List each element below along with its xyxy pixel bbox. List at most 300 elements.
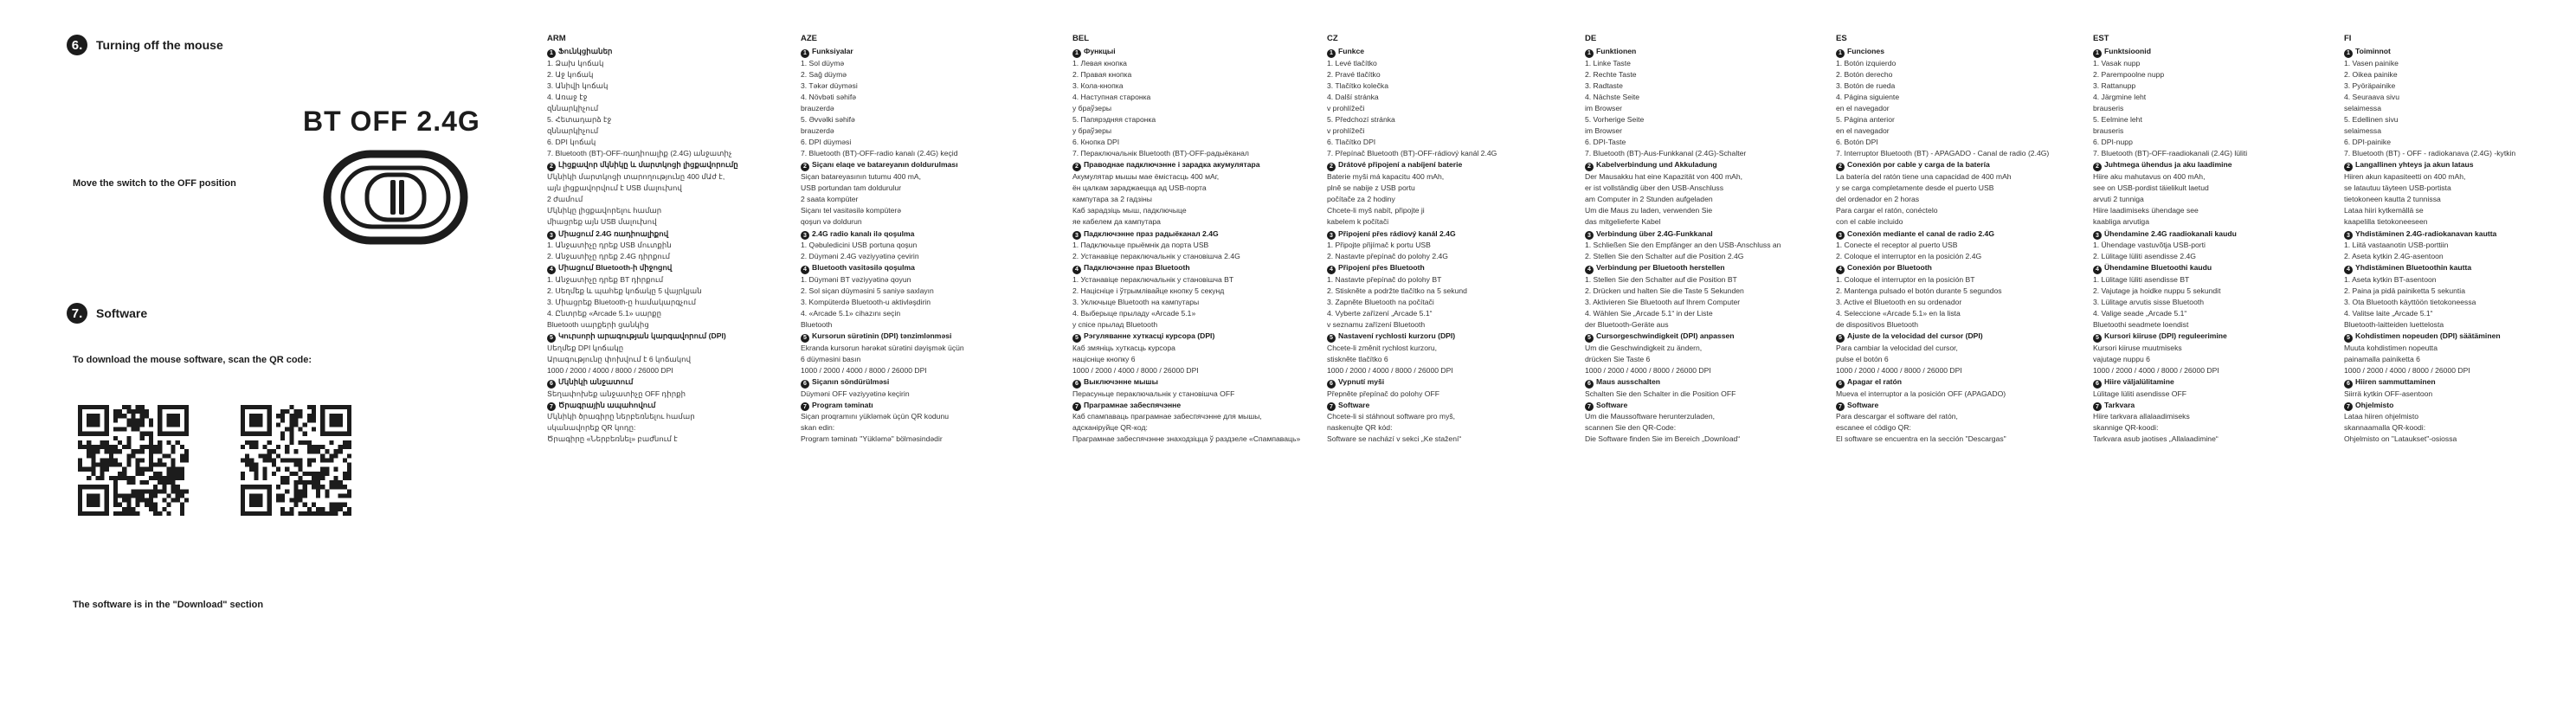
section-heading [547,262,782,274]
section-heading [1836,228,2071,241]
section-heading [2344,46,2576,58]
instruction-line: Přepněte přepínač do polohy OFF [1327,389,1439,398]
step-number-badge: 7 [547,402,556,411]
instruction-line: 5. Հետադարձ էջ [547,115,612,125]
instruction-line: Ekranda kursorun hərəkət sürətini dəyişmək üçün [801,343,964,352]
language-code: ES [1836,34,1847,43]
section-heading [2344,331,2576,343]
instruction-line: 2. Aseta kytkin 2.4G-asentoon [2344,252,2444,261]
heading-text: Միացում Bluetooth-ի միջոցով [558,263,673,273]
heading-text: Функцыі [1084,47,1116,56]
instruction-line: Um die Geschwindigkeit zu ändern, [1585,343,1703,352]
heading-text: Kursori kiiruse (DPI) reguleerimine [2104,331,2227,341]
section-heading [547,376,782,389]
instruction-line: 6. DPI կոճակ [547,138,596,147]
step-number-badge: 3 [1585,231,1594,240]
instruction-line: 2. Oikea painike [2344,69,2398,79]
instruction-line: Ohjelmisto on "Lataukset"-osiossa [2344,434,2457,444]
step-number-badge: 7 [2093,402,2102,411]
instruction-line: 3. Kompüterdə Bluetooth-u aktivləşdirin [801,297,931,306]
section-heading [1836,262,2071,274]
instruction-line: 2 saata kompüter [801,195,859,204]
section-heading [1072,331,1308,343]
language-code: CZ [1327,34,1338,43]
section-heading [1072,262,1308,274]
section-heading [1585,331,1820,343]
instruction-line: 6 düyməsini basın [801,354,861,363]
instruction-line: 1. Lülitage lüliti asendisse BT [2093,274,2190,284]
section-heading [547,46,782,58]
instruction-line: 1. Sol düymə [801,58,845,67]
heading-text: Verbindung über 2.4G-Funkkanal [1596,228,1713,238]
heading-text: Vypnutí myši [1338,377,1385,387]
instruction-line: Սեղմեք DPI կոճակը [547,343,624,352]
step-number-badge: 1 [801,49,809,58]
step-number-badge: 1 [1836,49,1845,58]
section-6-header [67,35,223,55]
instruction-line: im Browser [1585,126,1622,136]
section-heading [1072,46,1308,58]
instruction-line: 4. Valige seade „Arcade 5.1“ [2093,309,2187,318]
heading-text: Siçanı elaqe ve batareyanın doldurulması [812,160,958,170]
section-heading [2344,159,2576,171]
instruction-line: Baterie myši má kapacitu 400 mAh, [1327,172,1445,182]
instruction-line: զննարկիչում [547,126,599,136]
qr-code-left[interactable] [78,405,189,516]
instruction-line: 1. Conecte el receptor al puerto USB [1836,241,1958,250]
instruction-line: see on USB-pordist täielikult laetud [2093,183,2209,193]
heading-text: Hiiren sammuttaminen [2355,377,2436,387]
instruction-line: en el navegador [1836,104,1890,113]
step-number-badge: 4 [547,266,556,274]
instruction-line: 2. Paina ja pidä painiketta 5 sekuntia [2344,286,2465,295]
instruction-line: 1. Падключыце прыёмнік да порта USB [1072,241,1209,250]
language-column-es [1836,33,2071,446]
instruction-line: 2. Աջ կոճակ [547,69,594,79]
heading-text: Drátové připojení a nabíjení baterie [1338,160,1463,170]
instruction-line: 2. Coloque el interruptor en la posición 2.4G [1836,252,1982,261]
instruction-line: 4. Առաջ էջ [547,92,588,101]
instruction-line: kabelem k počítači [1327,217,1389,227]
section-heading [547,400,782,412]
instruction-line: 1. Düyməni BT vəziyyətinə qoyun [801,274,911,284]
section-number: 7. [67,303,87,324]
heading-text: Ühendamine Bluetoothi kaudu [2104,263,2212,273]
section-7-header [67,303,147,324]
section-heading [801,331,1036,343]
instruction-line: 6. Botón DPI [1836,138,1878,147]
step-number-badge: 6 [1585,380,1594,389]
step-number-badge: 5 [547,334,556,343]
instruction-line: 5. Página anterior [1836,115,1895,125]
instruction-line: 5. Vorherige Seite [1585,115,1645,125]
instruction-line: 1000 / 2000 / 4000 / 8000 / 26000 DPI [1836,365,1962,375]
heading-text: Kabelverbindung und Akkuladung [1596,160,1717,170]
instruction-line: 4. Järgmine leht [2093,92,2147,101]
step-number-badge: 5 [1327,334,1336,343]
instruction-line: 1000 / 2000 / 4000 / 8000 / 26000 DPI [1327,365,1453,375]
language-code: DE [1585,34,1597,43]
instruction-line: 2. Pravé tlačítko [1327,69,1381,79]
instruction-line: 1. Qəbuledicini USB portuna qoşun [801,241,918,250]
section-heading [547,228,782,241]
instruction-line: 3. Кола-кнопка [1072,80,1124,90]
instruction-line: Каб змяніць хуткасць курсора [1072,343,1175,352]
instruction-line: brauseris [2093,104,2124,113]
instruction-line: Перасуньце пераключальнік у становішча OFF [1072,389,1235,398]
heading-text: Ühendamine 2.4G raadiokanali kaudu [2104,228,2237,238]
step-number-badge: 1 [1327,49,1336,58]
step-number-badge: 1 [1072,49,1081,58]
instruction-line: con el cable incluido [1836,217,1903,227]
section-heading [2093,331,2328,343]
heading-text: Juhtmega ühendus ja aku laadimine [2104,160,2232,170]
instruction-line: Siçan batareyasının tutumu 400 mA, [801,172,922,182]
power-switch-illustration [322,149,469,246]
section-heading [1072,159,1308,171]
heading-text: Program təminatı [812,400,873,409]
heading-text: Падключэнне праз Bluetooth [1084,263,1190,273]
instruction-line: Software se nachází v sekci „Ke stažení“ [1327,434,1462,444]
instruction-line: адсканіруйце QR-код: [1072,423,1148,433]
section-heading [1327,46,1562,58]
step-number-badge: 5 [1072,334,1081,343]
section-heading [801,262,1036,274]
heading-text: Conexión por Bluetooth [1847,263,1932,273]
section-heading [2093,159,2328,171]
instruction-line: der Bluetooth-Geräte aus [1585,320,1669,330]
instruction-line: Արագությունը փոխվում է 6 կոճակով [547,354,692,363]
heading-text: Siçanın söndürülməsi [812,377,890,387]
step-number-badge: 5 [1836,334,1845,343]
instruction-line: 1. Vasen painike [2344,58,2399,67]
section-heading [1327,159,1562,171]
instruction-line: kaapelilla tietokoneeseen [2344,217,2428,227]
instruction-line: v seznamu zařízení Bluetooth [1327,320,1426,330]
instruction-line: Акумулятар мышы мае ёмістасць 400 мАг, [1072,172,1220,182]
instruction-line: 1. Aseta kytkin BT-asentoon [2344,274,2437,284]
section-number: 6. [67,35,87,55]
instruction-line: Hiire aku mahutavus on 400 mAh, [2093,172,2206,182]
section-heading [1072,376,1308,389]
section-heading [801,400,1036,412]
instruction-line: v prohlížeči [1327,126,1365,136]
instruction-line: 3. Pyöräpainike [2344,80,2396,90]
heading-text: Միացում 2.4G ռադիոալիքով [558,228,669,238]
instruction-line: Lataa hiiri kytkemällä se [2344,206,2424,215]
instruction-line: 5. Předchozí stránka [1327,115,1395,125]
instruction-line: Chcete-li si stáhnout software pro myš, [1327,412,1456,421]
instruction-line: միացրեք այն USB մալուխով [547,217,657,227]
instruction-line: Bluetooth [801,320,833,330]
step-number-badge: 6 [1072,380,1081,389]
instruction-line: Մկնիկը լիցքավորելու համար [547,206,662,215]
instruction-line: 2. Устанавіце пераключальнік у становішча 2.4G [1072,252,1240,261]
heading-text: Funktionen [1596,47,1637,56]
instruction-line: 1. Անջատիչը դրեք BT դիրքում [547,274,664,284]
instruction-line: 4. «Arcade 5.1» cihazını seçin [801,309,901,318]
instruction-line: 2. Правая кнопка [1072,69,1132,79]
section-heading [2093,376,2328,389]
instruction-line: 4. Další stránka [1327,92,1379,101]
instruction-line: 2. Düyməni 2.4G vəziyyətinə çevirin [801,252,919,261]
section-heading [2344,400,2576,412]
instruction-line: 3. Lülitage arvutis sisse Bluetooth [2093,297,2205,306]
instruction-line: vajutage nuppu 6 [2093,354,2150,363]
step-number-badge: 2 [1585,163,1594,171]
language-code: ARM [547,34,566,43]
instruction-line: 4. Наступная старонка [1072,92,1151,101]
language-column-est [2093,33,2328,446]
instruction-line: Каб зарадзіць мыш, падключыце [1072,206,1187,215]
instruction-line: 4. Página siguiente [1836,92,1900,101]
language-column-cz [1327,33,1562,446]
instruction-line: 1. Ühendage vastuvõtja USB-porti [2093,241,2206,250]
instruction-line: 3. Уключыце Bluetooth на кампутары [1072,297,1200,306]
instruction-line: La batería del ratón tiene una capacidad de 400 mAh [1836,172,2012,182]
instruction-line: 5. Edellinen sivu [2344,115,2399,125]
instruction-line: Muuta kohdistimen nopeutta [2344,343,2438,352]
step-number-badge: 3 [1072,231,1081,240]
section-heading [547,159,782,171]
section-heading [1836,159,2071,171]
heading-text: Праводнае падключэнне і зарадка акумулятара [1084,160,1260,170]
instruction-line: im Browser [1585,104,1622,113]
instruction-line: Каб спампаваць праграмнае забеспячэнне для мышы, [1072,412,1262,421]
instruction-line: 2. Lülitage lüliti asendisse 2.4G [2093,252,2196,261]
instruction-line: Ծրագիրը «Ներբեռնել» բաժնում է [547,434,678,444]
instruction-line: v prohlížeči [1327,104,1365,113]
instruction-line: 2. Nastavte přepínač do polohy 2.4G [1327,252,1448,261]
section-heading [801,228,1036,241]
step-number-badge: 1 [1585,49,1594,58]
heading-text: Verbindung per Bluetooth herstellen [1596,263,1725,273]
step-number-badge: 2 [801,163,809,171]
instruction-line: Մկնիկի մարտկոցի տարողությունը 400 մԱժ է, [547,172,725,182]
instruction-line: 4. Valitse laite „Arcade 5.1“ [2344,309,2433,318]
instruction-line: USB portundan tam doldurulur [801,183,902,193]
step-number-badge: 4 [1327,266,1336,274]
section-heading [801,159,1036,171]
instruction-line: 1000 / 2000 / 4000 / 8000 / 26000 DPI [2344,365,2470,375]
section-heading [2344,228,2576,241]
qr-code-right[interactable] [241,405,351,516]
step-number-badge: 6 [1836,380,1845,389]
instruction-line: 1. Stellen Sie den Schalter auf die Position BT [1585,274,1737,284]
instruction-line: այն լիցքավորվում է USB մալուխով [547,183,682,193]
instruction-line: Chcete-li změnit rychlost kurzoru, [1327,343,1438,352]
instruction-line: 1. Ձախ կոճակ [547,58,604,67]
instruction-line: 6. Кнопка DPI [1072,138,1120,147]
instruction-line: brauzerdə [801,104,834,113]
language-code: AZE [801,34,817,43]
instruction-line: 5. Папярэдняя старонка [1072,115,1156,125]
instruction-line: del ordenador en 2 horas [1836,195,1920,204]
heading-text: Funkce [1338,47,1365,56]
instruction-line: 3. Radtaste [1585,80,1623,90]
instruction-line: Hiiren akun kapasiteetti on 400 mAh, [2344,172,2466,182]
heading-text: Ohjelmisto [2355,400,2394,409]
heading-text: Ծրագրային ապահովում [558,400,656,409]
step-number-badge: 5 [2344,334,2353,343]
heading-text: Tarkvara [2104,400,2135,409]
instruction-line: 1000 / 2000 / 4000 / 8000 / 26000 DPI [1072,365,1199,375]
qr-instruction: To download the mouse software, scan the QR code: [73,355,312,365]
instruction-line: Lülitage lüliti asendisse OFF [2093,389,2186,398]
instruction-line: de dispositivos Bluetooth [1836,320,1919,330]
heading-text: Conexión por cable y carga de la batería [1847,160,1990,170]
section-heading [547,331,782,343]
instruction-line: 5. Əvvəlki səhifə [801,115,855,125]
instruction-line: Bluetooth սարքերի ցանկից [547,320,649,330]
instruction-line: 2. Stellen Sie den Schalter auf die Position 2.4G [1585,252,1744,261]
instruction-line: 1. Levé tlačítko [1327,58,1377,67]
instruction-line: 1. Botón izquierdo [1836,58,1897,67]
step-number-badge: 2 [1836,163,1845,171]
instruction-line: Chcete-li myš nabít, připojte ji [1327,206,1425,215]
instruction-line: 7. Bluetooth (BT)-OFF-ռադիոալիք (2.4G) անջատիչ [547,149,732,158]
instruction-line: 2. Націсніце і ўтрымлівайце кнопку 5 секунд [1072,286,1225,295]
heading-text: Рэгуляванне хуткасці курсора (DPI) [1084,331,1215,341]
step-number-badge: 2 [547,163,556,171]
step-number-badge: 6 [801,380,809,389]
instruction-line: 1. Устанавіце пераключальнік у становішча BT [1072,274,1234,284]
heading-text: Apagar el ratón [1847,377,1903,387]
instruction-line: 1000 / 2000 / 4000 / 8000 / 26000 DPI [801,365,927,375]
instruction-line: Lataa hiiren ohjelmisto [2344,412,2418,421]
step-number-badge: 6 [2093,380,2102,389]
instruction-line: Schalten Sie den Schalter in die Position OFF [1585,389,1736,398]
instruction-line: y se carga completamente desde el puerto USB [1836,183,1994,193]
instruction-line: 2. Vajutage ja hoidke nuppu 5 sekundit [2093,286,2221,295]
heading-text: Funksiyalar [812,47,853,56]
instruction-line: 2. Սեղմեք և պահեք կոճակը 5 վայրկյան [547,286,702,295]
section-heading [1327,376,1562,389]
instruction-line: у спісе прылад Bluetooth [1072,320,1158,330]
step-number-badge: 3 [801,231,809,240]
instruction-line: plně se nabije z USB portu [1327,183,1415,193]
step-number-badge: 3 [1836,231,1845,240]
step-number-badge: 3 [547,231,556,240]
step-number-badge: 1 [547,49,556,58]
instruction-line: 6. DPI düyməsi [801,138,852,147]
instruction-line: 4. Ընտրեք «Arcade 5.1» սարքը [547,309,662,318]
section-heading [2093,46,2328,58]
instruction-line: 1000 / 2000 / 4000 / 8000 / 26000 DPI [547,365,673,375]
instruction-line: 2. Botón derecho [1836,69,1893,79]
instruction-line: Tarkvara asub jaotises „Allalaadimine“ [2093,434,2219,444]
section-heading [1585,262,1820,274]
instruction-line: Kursori kiiruse muutmiseks [2093,343,2182,352]
instruction-line: Bluetoothi seadmete loendist [2093,320,2189,330]
step-number-badge: 7 [1327,402,1336,411]
instruction-line: se latautuu täyteen USB-portista [2344,183,2451,193]
instruction-line: 3. Active el Bluetooth en su ordenador [1836,297,1962,306]
instruction-line: 6. Tlačítko DPI [1327,138,1376,147]
language-column-aze [801,33,1036,446]
instruction-line: Bluetooth-laitteiden luettelosta [2344,320,2444,330]
instruction-line: escanee el código QR: [1836,423,1911,433]
section-heading [1585,376,1820,389]
heading-text: Ajuste de la velocidad del cursor (DPI) [1847,331,1983,341]
instruction-line: 6. DPI-painike [2344,138,2391,147]
section-heading [1836,46,2071,58]
instruction-line: am Computer in 2 Stunden aufgeladen [1585,195,1713,204]
step-number-badge: 4 [1072,266,1081,274]
instruction-line: націсніце кнопку 6 [1072,354,1136,363]
heading-text: Ֆունկցիաներ [558,47,613,56]
instruction-line: brauzerdə [801,126,834,136]
instruction-line: qoşun və doldurun [801,217,862,227]
instruction-line: 1. Vasak nupp [2093,58,2141,67]
section-heading [1585,228,1820,241]
step-number-badge: 3 [2344,231,2353,240]
instruction-line: 3. Անիվի կոճակ [547,80,609,90]
instruction-line: skannaamalla QR-koodi: [2344,423,2426,433]
instruction-line: Праграмнае забеспячэнне знаходзіцца ў раздзеле «Спампаваць» [1072,434,1301,444]
step-number-badge: 3 [1327,231,1336,240]
instruction-line: Siçan proqramını yükləmək üçün QR kodunu [801,412,950,421]
section-heading [1836,376,2071,389]
switch-instruction: Move the switch to the OFF position [73,178,236,189]
section-heading [801,376,1036,389]
instruction-line: skannige QR-koodi: [2093,423,2159,433]
instruction-line: tietokoneen kautta 2 tunnissa [2344,195,2441,204]
step-number-badge: 2 [2344,163,2353,171]
heading-text: Software [1847,400,1879,409]
instruction-line: 4. Seuraava sivu [2344,92,2400,101]
section-heading [1327,400,1562,412]
heading-text: Լիցքավոր մկնիկը և մարտկոցի լիցքավորումը [558,160,738,170]
instruction-line: scannen Sie den QR-Code: [1585,423,1677,433]
language-column-arm [547,33,782,446]
instruction-line: 7. Interruptor Bluetooth (BT) - APAGADO - Canal de radio (2.4G) [1836,149,2050,158]
step-number-badge: 4 [1836,266,1845,274]
section-heading [2093,228,2328,241]
section-heading [1327,331,1562,343]
heading-text: Կուրսորի արագության կարգավորում (DPI) [558,331,726,341]
language-code: BEL [1072,34,1089,43]
instruction-line: painamalla painiketta 6 [2344,354,2420,363]
instruction-line: у браўзеры [1072,126,1112,136]
instruction-line: 4. Nächste Seite [1585,92,1640,101]
instruction-line: 4. Wählen Sie „Arcade 5.1“ in der Liste [1585,309,1713,318]
step-number-badge: 4 [1585,266,1594,274]
instruction-line: 7. Bluetooth (BT)-Aus-Funkkanal (2.4G)-Schalter [1585,149,1747,158]
heading-text: Toiminnot [2355,47,2391,56]
instruction-line: 3. Tlačítko kolečka [1327,80,1389,90]
instruction-line: Um die Maus zu laden, verwenden Sie [1585,206,1713,215]
instruction-line: Der Mausakku hat eine Kapazität von 400 mAh, [1585,172,1743,182]
step-number-badge: 7 [1836,402,1845,411]
section-heading [1585,46,1820,58]
step-number-badge: 6 [547,380,556,389]
instruction-line: Para descargar el software del ratón, [1836,412,1958,421]
instruction-line: arvuti 2 tunniga [2093,195,2144,204]
instruction-line: brauseris [2093,126,2124,136]
instruction-line: 3. Aktivieren Sie Bluetooth auf Ihrem Computer [1585,297,1741,306]
instruction-line: 1. Nastavte přepínač do polohy BT [1327,274,1442,284]
instruction-line: Hiire tarkvara allalaadimiseks [2093,412,2190,421]
instruction-line: das mitgelieferte Kabel [1585,217,1661,227]
instruction-line: Para cambiar la velocidad del cursor, [1836,343,1958,352]
instruction-line: 3. Rattanupp [2093,80,2136,90]
step-number-badge: 5 [801,334,809,343]
instruction-line: selaimessa [2344,104,2381,113]
instruction-line: սկանավորեք QR կոդը: [547,423,636,433]
instruction-line: 3. Միացրեք Bluetooth-ը համակարգչում [547,297,697,306]
heading-text: Funciones [1847,47,1884,56]
